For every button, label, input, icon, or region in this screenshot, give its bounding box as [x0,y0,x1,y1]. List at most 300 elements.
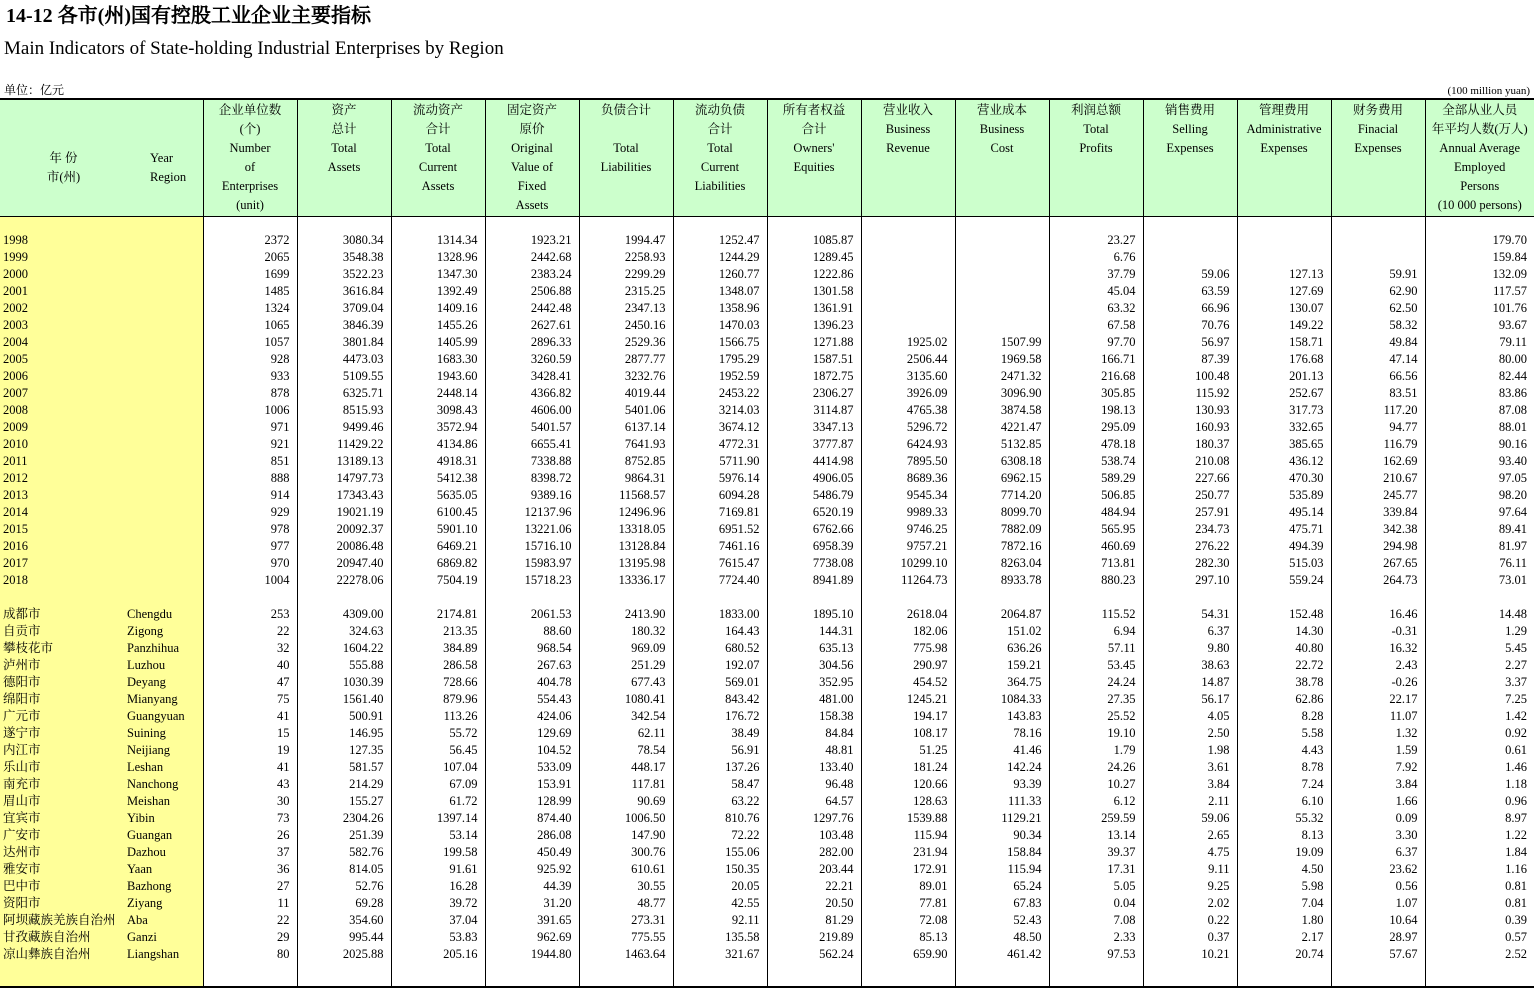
spacer-cell [297,589,391,606]
region-name-cell: 内江市 [0,742,127,759]
year-row [0,572,1534,589]
year-row [0,470,1534,487]
header-line: Total [1083,122,1109,137]
spacer-cell [127,217,203,233]
value-cell: 150.35 [673,861,767,878]
value-cell: 210.67 [1331,470,1425,487]
value-cell: 51.25 [861,742,955,759]
value-cell: 0.92 [1425,725,1534,742]
value-cell: 0.56 [1331,878,1425,895]
value-cell: 4.05 [1143,708,1237,725]
value-cell: 535.89 [1237,487,1331,504]
value-cell: 3214.03 [673,402,767,419]
value-cell: 978 [203,521,297,538]
value-cell: 5.05 [1049,878,1143,895]
value-cell: 19021.19 [297,504,391,521]
value-cell: 1065 [203,317,297,334]
value-cell: 48.81 [767,742,861,759]
value-cell: 6469.21 [391,538,485,555]
value-cell: 49.84 [1331,334,1425,351]
value-cell: 55.32 [1237,810,1331,827]
value-cell: 160.93 [1143,419,1237,436]
value-cell: 90.69 [579,793,673,810]
value-cell: 93.39 [955,776,1049,793]
value-cell: 147.90 [579,827,673,844]
value-cell: 3.84 [1331,776,1425,793]
value-cell: 294.98 [1331,538,1425,555]
unit-label-cn: 单位：亿元 [4,83,65,97]
spacer-row [0,963,1534,987]
value-cell: 59.06 [1143,810,1237,827]
value-cell: 4606.00 [485,402,579,419]
value-cell: 45.04 [1049,283,1143,300]
value-cell: 25.52 [1049,708,1143,725]
value-cell: 304.56 [767,657,861,674]
year-row [0,249,1534,266]
value-cell: 135.58 [673,929,767,946]
year-name-cell: 2003 [0,317,127,334]
value-cell: 56.45 [391,742,485,759]
value-cell: 48.77 [579,895,673,912]
year-row [0,555,1534,572]
value-cell: 44.39 [485,878,579,895]
value-cell: 2.02 [1143,895,1237,912]
value-cell: 478.18 [1049,436,1143,453]
value-cell: 4134.86 [391,436,485,453]
value-cell: 15716.10 [485,538,579,555]
unit-label-en: (100 million yuan) [1447,85,1530,97]
value-cell: 2025.88 [297,946,391,963]
value-cell: 1485 [203,283,297,300]
value-cell: 1324 [203,300,297,317]
value-cell: 3674.12 [673,419,767,436]
value-cell: 1604.22 [297,640,391,657]
value-cell: 3232.76 [579,368,673,385]
value-cell: 495.14 [1237,504,1331,521]
value-cell: 1405.99 [391,334,485,351]
year-row [0,283,1534,300]
value-cell: 166.71 [1049,351,1143,368]
value-cell: 67.83 [955,895,1049,912]
value-cell: 2448.14 [391,385,485,402]
region-name-cell: 乐山市 [0,759,127,776]
value-cell: 81.29 [767,912,861,929]
value-cell: 6655.41 [485,436,579,453]
value-cell: 15983.97 [485,555,579,572]
value-cell: 1030.39 [297,674,391,691]
year-name-cell: 2007 [0,385,127,402]
header-col-5 [673,99,767,217]
spacer-cell [1143,217,1237,233]
value-cell: 2618.04 [861,606,955,623]
value-cell: 56.97 [1143,334,1237,351]
spacer-cell [673,963,767,987]
region-row [0,929,1534,946]
header-line: 营业收入 [882,103,933,117]
value-cell: 23.62 [1331,861,1425,878]
value-cell [861,232,955,249]
value-cell: 1392.49 [391,283,485,300]
value-cell: 115.52 [1049,606,1143,623]
region-row [0,708,1534,725]
value-cell: 9.80 [1143,640,1237,657]
year-name-cell: 2001 [0,283,127,300]
value-cell: 52.76 [297,878,391,895]
spacer-cell [1331,217,1425,233]
header-line: Total [707,141,733,156]
value-cell: 252.67 [1237,385,1331,402]
value-cell: 22.72 [1237,657,1331,674]
value-cell: 67.09 [391,776,485,793]
value-cell: 213.35 [391,623,485,640]
value-cell: 267.65 [1331,555,1425,572]
value-cell: 317.73 [1237,402,1331,419]
value-cell: 3548.38 [297,249,391,266]
header-line: Original [511,141,553,156]
value-cell: 3347.13 [767,419,861,436]
region-row [0,691,1534,708]
value-cell: 62.86 [1237,691,1331,708]
header-line: 原价 [519,122,545,137]
value-cell: 589.29 [1049,470,1143,487]
value-cell: 1084.33 [955,691,1049,708]
value-cell: 843.42 [673,691,767,708]
value-cell: 179.70 [1425,232,1534,249]
value-cell: 1222.86 [767,266,861,283]
value-cell: 2.50 [1143,725,1237,742]
header-line: Finacial [1357,122,1399,137]
value-cell: 1006.50 [579,810,673,827]
value-cell: 39.72 [391,895,485,912]
value-cell [955,266,1049,283]
value-cell [955,283,1049,300]
value-cell: 7338.88 [485,453,579,470]
value-cell: 0.04 [1049,895,1143,912]
value-cell: 7504.19 [391,572,485,589]
value-cell: 7.25 [1425,691,1534,708]
spacer-cell [485,217,579,233]
value-cell: 36 [203,861,297,878]
header-col-7 [861,99,955,217]
header-line: Total [331,141,357,156]
value-cell: 27 [203,878,297,895]
region-name-en-cell: Yaan [127,861,203,878]
header-line: 全部从业人员 [1442,103,1518,117]
header-col-8 [955,99,1049,217]
value-cell: 22.17 [1331,691,1425,708]
value-cell: 610.61 [579,861,673,878]
value-cell: 9757.21 [861,538,955,555]
header-col-1 [297,99,391,217]
value-cell: 9989.33 [861,504,955,521]
value-cell: 0.39 [1425,912,1534,929]
value-cell: 201.13 [1237,368,1331,385]
year-name-cell: 2016 [0,538,127,555]
value-cell: 93.40 [1425,453,1534,470]
region-name-en-cell: Neijiang [127,742,203,759]
header-line: Profits [1079,141,1113,156]
value-cell: 5901.10 [391,521,485,538]
spacer-cell [861,589,955,606]
value-cell: 54.31 [1143,606,1237,623]
value-cell: 13.14 [1049,827,1143,844]
region-name-en-cell: Guangan [127,827,203,844]
value-cell: 515.03 [1237,555,1331,572]
year-row [0,368,1534,385]
value-cell: 0.09 [1331,810,1425,827]
region-name-cell: 成都市 [0,606,127,623]
spacer-cell [297,963,391,987]
value-cell: 259.59 [1049,810,1143,827]
value-cell: 234.73 [1143,521,1237,538]
value-cell: 2.27 [1425,657,1534,674]
value-cell: 63.59 [1143,283,1237,300]
region-name-cell: 德阳市 [0,674,127,691]
value-cell: 5401.57 [485,419,579,436]
value-cell: 1925.02 [861,334,955,351]
header-col-9 [1049,99,1143,217]
value-cell: 10.21 [1143,946,1237,963]
value-cell: 10299.10 [861,555,955,572]
header-line: 营业成本 [976,103,1027,117]
value-cell: 108.17 [861,725,955,742]
value-cell: 182.06 [861,623,955,640]
value-cell: 43 [203,776,297,793]
value-cell: 1.29 [1425,623,1534,640]
value-cell: 13221.06 [485,521,579,538]
value-cell: 90.16 [1425,436,1534,453]
value-cell: 9.11 [1143,861,1237,878]
value-cell: 81.97 [1425,538,1534,555]
region-name-en-cell: Panzhihua [127,640,203,657]
year-name-en-cell [127,266,203,283]
header-line: 负债合计 [600,103,651,117]
value-cell: 3.30 [1331,827,1425,844]
value-cell: 66.56 [1331,368,1425,385]
spacer-cell [297,217,391,233]
value-cell: 172.91 [861,861,955,878]
value-cell: 58.32 [1331,317,1425,334]
value-cell: 132.09 [1425,266,1534,283]
value-cell: 8941.89 [767,572,861,589]
value-cell: 814.05 [297,861,391,878]
header-line: Assets [421,179,455,194]
header-line: Assets [327,160,361,175]
header-line: Total [613,141,639,156]
value-cell: 137.26 [673,759,767,776]
region-row [0,878,1534,895]
value-cell: 3.61 [1143,759,1237,776]
region-name-en-cell: Suining [127,725,203,742]
value-cell: 73.01 [1425,572,1534,589]
value-cell: 2299.29 [579,266,673,283]
header-line: 合计 [425,122,451,137]
value-cell: 470.30 [1237,470,1331,487]
value-cell: 1872.75 [767,368,861,385]
value-cell: 144.31 [767,623,861,640]
value-cell: 7169.81 [673,504,767,521]
value-cell: 484.94 [1049,504,1143,521]
value-cell: 3522.23 [297,266,391,283]
value-cell: 286.58 [391,657,485,674]
value-cell: 4765.38 [861,402,955,419]
value-cell: 4.50 [1237,861,1331,878]
spacer-cell [203,963,297,987]
region-row [0,810,1534,827]
header-line: 所有者权益 [782,103,846,117]
value-cell: 19.10 [1049,725,1143,742]
value-cell: 2506.88 [485,283,579,300]
value-cell: 13336.17 [579,572,673,589]
value-cell [955,300,1049,317]
value-cell: 29 [203,929,297,946]
value-cell: 5.58 [1237,725,1331,742]
value-cell: 113.26 [391,708,485,725]
value-cell: 87.08 [1425,402,1534,419]
value-cell: 77.81 [861,895,955,912]
value-cell: 27.35 [1049,691,1143,708]
value-cell: 47.14 [1331,351,1425,368]
year-name-en-cell [127,368,203,385]
value-cell: 16.46 [1331,606,1425,623]
spacer-cell [1143,963,1237,987]
value-cell: 559.24 [1237,572,1331,589]
value-cell: 78.16 [955,725,1049,742]
value-cell: 7.08 [1049,912,1143,929]
spacer-cell [673,589,767,606]
value-cell: 555.88 [297,657,391,674]
value-cell: 0.61 [1425,742,1534,759]
value-cell: 219.89 [767,929,861,946]
year-name-cell: 2004 [0,334,127,351]
spacer-cell [673,217,767,233]
value-cell: 928 [203,351,297,368]
value-cell: 8398.72 [485,470,579,487]
value-cell: 53.83 [391,929,485,946]
value-cell: 107.04 [391,759,485,776]
region-name-en-cell: Aba [127,912,203,929]
value-cell: 85.13 [861,929,955,946]
value-cell: 300.76 [579,844,673,861]
value-cell: 728.66 [391,674,485,691]
header-year-region-en [127,99,203,217]
value-cell: 391.65 [485,912,579,929]
value-cell: 59.91 [1331,266,1425,283]
value-cell: 6094.28 [673,487,767,504]
year-name-cell: 2011 [0,453,127,470]
value-cell [1331,232,1425,249]
value-cell: 500.91 [297,708,391,725]
value-cell: 2450.16 [579,317,673,334]
value-cell: 2.52 [1425,946,1534,963]
value-cell: 6.37 [1143,623,1237,640]
value-cell: 8.13 [1237,827,1331,844]
value-cell: 7461.16 [673,538,767,555]
header-col-0 [203,99,297,217]
header-line: Total [425,141,451,156]
value-cell: 127.35 [297,742,391,759]
spacer-cell [203,589,297,606]
year-name-en-cell [127,317,203,334]
value-cell: 30.55 [579,878,673,895]
spacer-cell [485,963,579,987]
value-cell: 116.79 [1331,436,1425,453]
region-name-cell: 自贡市 [0,623,127,640]
value-cell: 115.92 [1143,385,1237,402]
value-cell: 1004 [203,572,297,589]
value-cell: 969.09 [579,640,673,657]
value-cell: 2061.53 [485,606,579,623]
value-cell: 8.97 [1425,810,1534,827]
value-cell: 11.07 [1331,708,1425,725]
value-cell: 39.37 [1049,844,1143,861]
value-cell: 2383.24 [485,266,579,283]
value-cell: 2.43 [1331,657,1425,674]
value-cell: 775.98 [861,640,955,657]
spacer-cell [579,217,673,233]
header-col-10 [1143,99,1237,217]
value-cell: 62.11 [579,725,673,742]
spacer-cell [1237,217,1331,233]
value-cell: 20.05 [673,878,767,895]
value-cell: 151.02 [955,623,1049,640]
value-cell: 6962.15 [955,470,1049,487]
value-cell: 130.93 [1143,402,1237,419]
value-cell: 3801.84 [297,334,391,351]
value-cell: 914 [203,487,297,504]
year-name-en-cell [127,283,203,300]
value-cell: 7641.93 [579,436,673,453]
region-name-en-cell: Liangshan [127,946,203,963]
value-cell: 6762.66 [767,521,861,538]
value-cell: 9864.31 [579,470,673,487]
value-cell: 48.50 [955,929,1049,946]
indicators-table [0,98,1534,988]
value-cell: 9.25 [1143,878,1237,895]
value-cell: 3846.39 [297,317,391,334]
year-name-en-cell [127,351,203,368]
value-cell: 115.94 [955,861,1049,878]
value-cell: 4918.31 [391,453,485,470]
value-cell: 0.81 [1425,895,1534,912]
value-cell [861,317,955,334]
value-cell: 680.52 [673,640,767,657]
value-cell: 1348.07 [673,283,767,300]
value-cell: 970 [203,555,297,572]
value-cell: 342.54 [579,708,673,725]
spacer-cell [0,217,127,233]
value-cell: 231.94 [861,844,955,861]
value-cell: 933 [203,368,297,385]
value-cell [955,232,1049,249]
value-cell: 127.13 [1237,266,1331,283]
value-cell: 775.55 [579,929,673,946]
value-cell: 1361.91 [767,300,861,317]
value-cell: 3874.58 [955,402,1049,419]
value-cell: 203.44 [767,861,861,878]
value-cell: 13128.84 [579,538,673,555]
spacer-cell [955,963,1049,987]
value-cell: 37 [203,844,297,861]
value-cell: 1409.16 [391,300,485,317]
value-cell: 450.49 [485,844,579,861]
value-cell: 3.84 [1143,776,1237,793]
value-cell: 1260.77 [673,266,767,283]
value-cell: 84.84 [767,725,861,742]
value-cell: 76.11 [1425,555,1534,572]
value-cell: 554.43 [485,691,579,708]
year-row [0,504,1534,521]
